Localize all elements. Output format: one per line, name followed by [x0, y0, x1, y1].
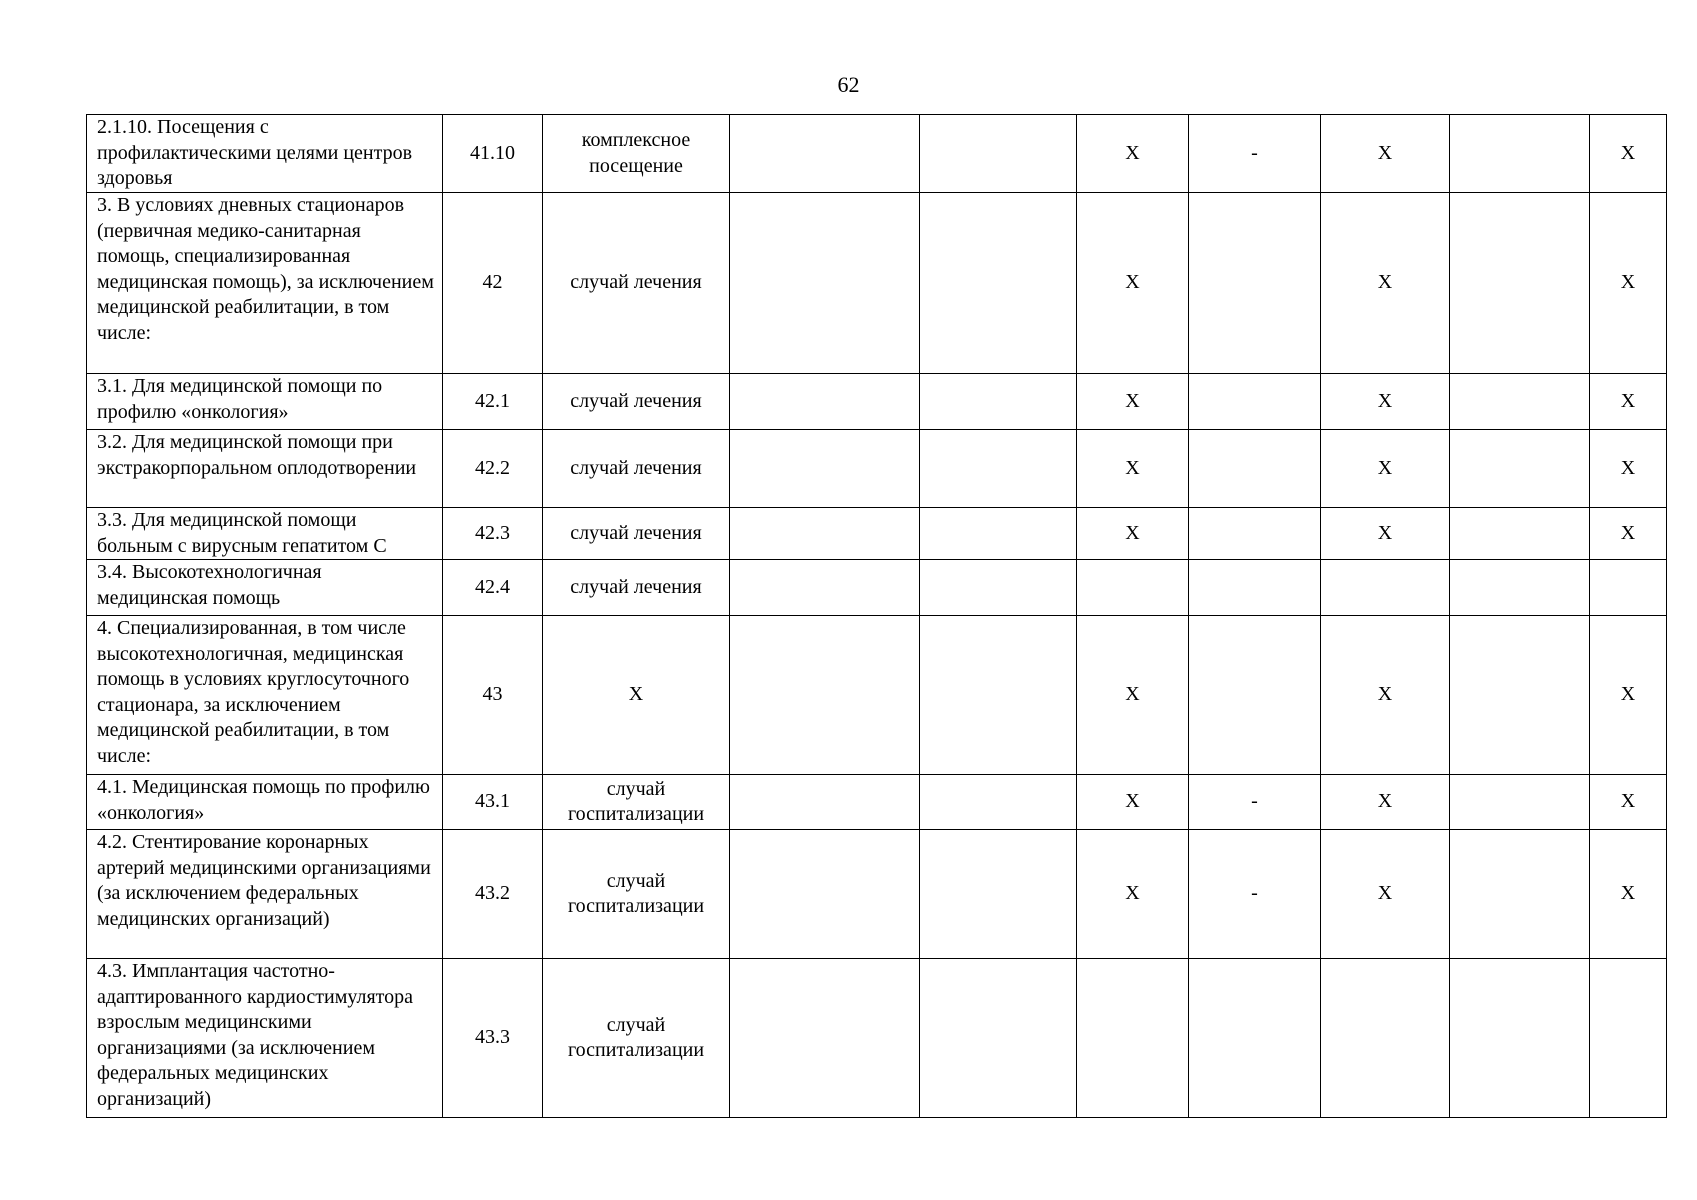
- row-cell-6: [1077, 959, 1189, 1118]
- table-row: [87, 508, 1667, 560]
- row-cell-8: X: [1321, 616, 1450, 775]
- table-row: [87, 560, 1667, 616]
- row-code: 43.2: [443, 830, 543, 959]
- row-cell-7: [1189, 193, 1321, 374]
- row-name: 4.2. Стентирование коронарных артерий медицинскими организациями (за исключением федеральных медицинских организаций): [87, 830, 443, 959]
- row-cell-8: X: [1321, 775, 1450, 830]
- row-cell-9: [1450, 830, 1590, 959]
- document-table: [86, 114, 1667, 1118]
- row-cell-6: X: [1077, 616, 1189, 775]
- row-name: 4.3. Имплантация частотно-адаптированного кардиостимулятора взрослым медицинскими организациями (за исключением федеральных медицинских организаций): [87, 959, 443, 1118]
- row-cell-8: X: [1321, 430, 1450, 508]
- row-unit: случай лечения: [543, 193, 730, 374]
- row-unit: комплексное посещение: [543, 115, 730, 193]
- row-cell-9: [1450, 430, 1590, 508]
- row-cell-6: [1077, 560, 1189, 616]
- row-cell-9: [1450, 775, 1590, 830]
- row-cell-8: [1321, 560, 1450, 616]
- row-code: 41.10: [443, 115, 543, 193]
- row-name: 3. В условиях дневных стационаров (первичная медико-санитарная помощь, специализированная медицинская помощь), за исключением медицинской реабилитации, в том числе:: [87, 193, 443, 374]
- row-cell-9: [1450, 193, 1590, 374]
- row-cell-4: [730, 830, 920, 959]
- row-cell-8: [1321, 959, 1450, 1118]
- row-code: 43.3: [443, 959, 543, 1118]
- row-cell-9: [1450, 115, 1590, 193]
- row-cell-6: X: [1077, 830, 1189, 959]
- row-cell-4: [730, 193, 920, 374]
- row-cell-6: X: [1077, 508, 1189, 560]
- row-cell-5: [920, 430, 1077, 508]
- row-code: 42.4: [443, 560, 543, 616]
- row-cell-9: [1450, 560, 1590, 616]
- row-unit: случай госпитализации: [543, 830, 730, 959]
- row-cell-5: [920, 193, 1077, 374]
- row-cell-9: [1450, 959, 1590, 1118]
- row-name: 4.1. Медицинская помощь по профилю «онкология»: [87, 775, 443, 830]
- row-unit: случай госпитализации: [543, 959, 730, 1118]
- row-name: 3.3. Для медицинской помощи больным с вирусным гепатитом С: [87, 508, 443, 560]
- row-cell-7: [1189, 430, 1321, 508]
- row-unit: случай лечения: [543, 560, 730, 616]
- row-cell-10: [1590, 959, 1667, 1118]
- row-cell-9: [1450, 508, 1590, 560]
- row-name: 3.1. Для медицинской помощи по профилю «онкология»: [87, 374, 443, 430]
- row-cell-5: [920, 508, 1077, 560]
- row-cell-9: [1450, 374, 1590, 430]
- row-code: 42: [443, 193, 543, 374]
- row-name: 3.2. Для медицинской помощи при экстракорпоральном оплодотворении: [87, 430, 443, 508]
- row-cell-8: X: [1321, 374, 1450, 430]
- row-cell-4: [730, 560, 920, 616]
- row-code: 43.1: [443, 775, 543, 830]
- row-cell-6: X: [1077, 193, 1189, 374]
- row-cell-9: [1450, 616, 1590, 775]
- table-row: [87, 830, 1667, 959]
- table-row: [87, 374, 1667, 430]
- row-name: 4. Специализированная, в том числе высокотехнологичная, медицинская помощь в условиях круглосуточного стационара, за исключением медицинской реабилитации, в том числе:: [87, 616, 443, 775]
- row-unit: случай лечения: [543, 430, 730, 508]
- row-cell-6: X: [1077, 374, 1189, 430]
- row-name: 3.4. Высокотехнологичная медицинская помощь: [87, 560, 443, 616]
- row-cell-7: -: [1189, 830, 1321, 959]
- row-cell-10: X: [1590, 374, 1667, 430]
- page-number: 62: [837, 72, 860, 97]
- row-cell-4: [730, 616, 920, 775]
- row-code: 42.3: [443, 508, 543, 560]
- row-cell-10: X: [1590, 508, 1667, 560]
- row-cell-5: [920, 775, 1077, 830]
- row-cell-5: [920, 616, 1077, 775]
- row-cell-7: [1189, 959, 1321, 1118]
- row-cell-10: X: [1590, 775, 1667, 830]
- row-cell-10: X: [1590, 115, 1667, 193]
- row-cell-10: X: [1590, 830, 1667, 959]
- row-cell-4: [730, 959, 920, 1118]
- row-cell-8: X: [1321, 193, 1450, 374]
- row-unit: X: [543, 616, 730, 775]
- row-cell-4: [730, 115, 920, 193]
- table-row: [87, 115, 1667, 193]
- row-cell-5: [920, 115, 1077, 193]
- table-row: [87, 775, 1667, 830]
- table-row: [87, 616, 1667, 775]
- row-cell-4: [730, 430, 920, 508]
- row-cell-5: [920, 830, 1077, 959]
- row-cell-5: [920, 374, 1077, 430]
- row-cell-7: [1189, 560, 1321, 616]
- row-cell-4: [730, 775, 920, 830]
- row-code: 42.1: [443, 374, 543, 430]
- row-cell-7: -: [1189, 115, 1321, 193]
- row-cell-10: X: [1590, 193, 1667, 374]
- row-cell-6: X: [1077, 430, 1189, 508]
- row-cell-10: X: [1590, 616, 1667, 775]
- row-cell-5: [920, 959, 1077, 1118]
- row-unit: случай госпитализации: [543, 775, 730, 830]
- row-cell-8: X: [1321, 115, 1450, 193]
- row-cell-7: [1189, 508, 1321, 560]
- row-code: 43: [443, 616, 543, 775]
- row-cell-7: [1189, 374, 1321, 430]
- table-row: [87, 193, 1667, 374]
- row-cell-5: [920, 560, 1077, 616]
- row-cell-4: [730, 508, 920, 560]
- row-cell-8: X: [1321, 508, 1450, 560]
- table-row: [87, 430, 1667, 508]
- row-cell-4: [730, 374, 920, 430]
- row-name: 2.1.10. Посещения с профилактическими целями центров здоровья: [87, 115, 443, 193]
- row-cell-6: X: [1077, 775, 1189, 830]
- row-cell-7: [1189, 616, 1321, 775]
- row-unit: случай лечения: [543, 374, 730, 430]
- row-unit: случай лечения: [543, 508, 730, 560]
- row-cell-10: X: [1590, 430, 1667, 508]
- row-code: 42.2: [443, 430, 543, 508]
- row-cell-8: X: [1321, 830, 1450, 959]
- table-row: [87, 959, 1667, 1118]
- row-cell-7: -: [1189, 775, 1321, 830]
- row-cell-6: X: [1077, 115, 1189, 193]
- row-cell-10: [1590, 560, 1667, 616]
